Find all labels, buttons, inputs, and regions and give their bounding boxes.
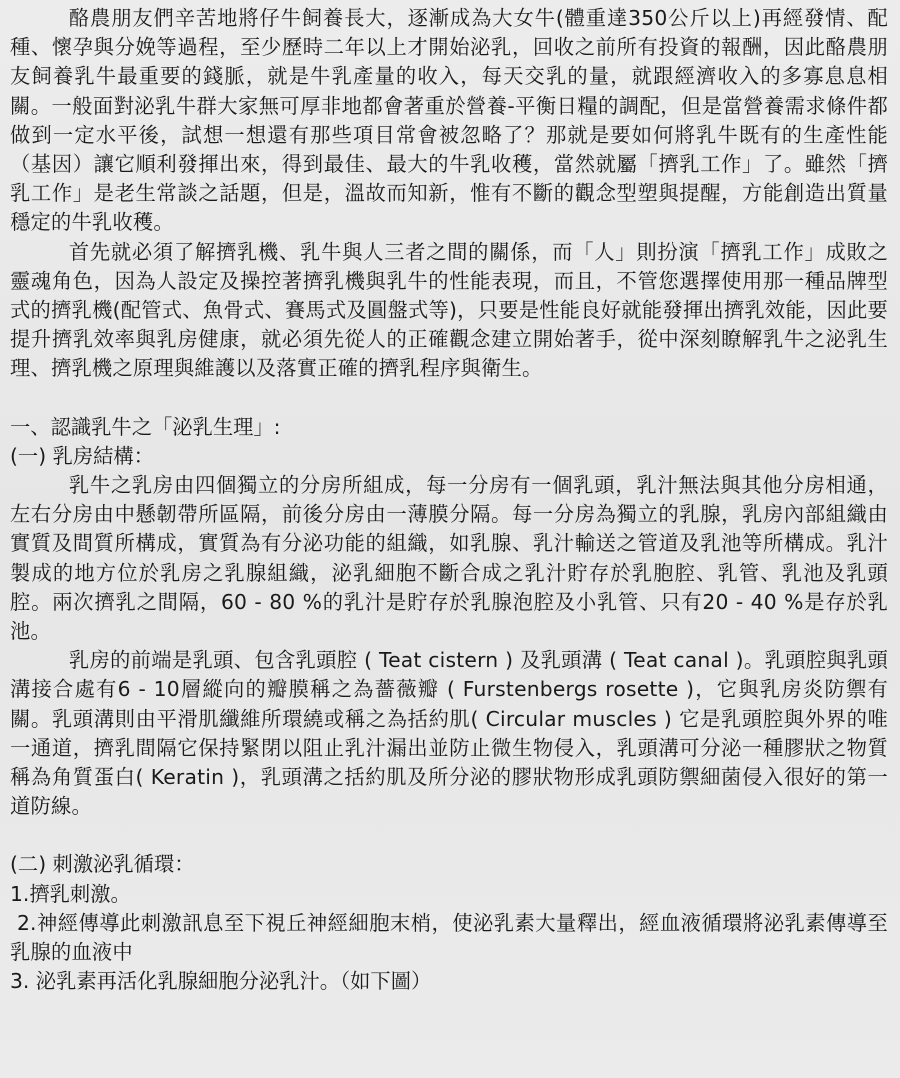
udder-structure-paragraph-1: 乳牛之乳房由四個獨立的分房所組成，每一分房有一個乳頭，乳汁無法與其他分房相通，左右分房由中懸韌帶所區隔，前後分房由一薄膜分隔。每一分房為獨立的乳腺，乳房內部組織由實質及間質所構成，實質為有分泌功能的組織，如乳腺、乳汁輸送之管道及乳池等所構成。乳汁製成的地方位於乳房之乳腺組織，泌乳細胞不斷合成之乳汁貯存於乳胞腔、乳管、乳池及乳頭腔。兩次擠乳之間隔，60 - 80 %的乳汁是貯存於乳腺泡腔及小乳管、只有20 - 40 %是存於乳池。	[10, 473, 888, 644]
intro-paragraph-1: 酪農朋友們辛苦地將仔牛飼養長大，逐漸成為大女牛(體重達350公斤以上)再經發情、配種、懷孕與分娩等過程，至少歷時二年以上才開始泌乳，回收之前所有投資的報酬，因此酪農朋友飼養乳牛最重要的錢脈，就是牛乳產量的收入，每天交乳的量，就跟經濟收入的多寡息息相關。一般面對泌乳牛群大家無可厚非地都會著重於營養-平衡日糧的調配，但是當營養需求條件都做到一定水平後，試想一想還有那些項目常會被忽略了？那就是要如何將乳牛既有的生產性能（基因）讓它順利發揮出來，得到最佳、最大的牛乳收穫，當然就屬「擠乳工作」了。雖然「擠乳工作」是老生常談之話題，但是，溫故而知新，惟有不斷的觀念型塑與提醒，方能創造出質量穩定的牛乳收穫。	[10, 6, 888, 235]
udder-structure-paragraph-2: 乳房的前端是乳頭、包含乳頭腔 ( Teat cistern ) 及乳頭溝 ( Teat canal )。乳頭腔與乳頭溝接合處有6 - 10層縱向的瓣膜稱之為薔薇瓣 ( Furstenbergs rosette )，它與乳房炎防禦有關。乳頭溝則由平滑肌纖維所環繞或稱之為括約肌( Circular muscles ) 它是乳頭腔與外界的唯一通道，擠乳間隔它保持緊閉以阻止乳汁漏出並防止微生物侵入，乳頭溝可分泌一種膠狀之物質稱為角質蛋白( Keratin )，乳頭溝之括約肌及所分泌的膠狀物形成乳頭防禦細菌侵入很好的第一道防線。	[10, 648, 888, 819]
list-item: 3. 泌乳素再活化乳腺細胞分泌乳汁。（如下圖）	[10, 969, 432, 994]
intro-paragraph-2: 首先就必須了解擠乳機、乳牛與人三者之間的關係，而「人」則扮演「擠乳工作」成敗之靈魂角色，因為人設定及操控著擠乳機與乳牛的性能表現，而且，不管您選擇使用那一種品牌型式的擠乳機(配管式、魚骨式、賽馬式及圓盤式等)，只要是性能良好就能發揮出擠乳效能，因此要提升擠乳效率與乳房健康，就必須先從人的正確觀念建立開始著手，從中深刻瞭解乳牛之泌乳生理、擠乳機之原理與維護以及落實正確的擠乳程序與衛生。	[10, 239, 888, 381]
list-item: 1.擠乳刺激。	[10, 881, 131, 906]
section-1-heading: 一、認識乳牛之「泌乳生理」:	[10, 414, 281, 439]
spacer	[10, 821, 888, 850]
list-item: 2.神經傳導此刺激訊息至下視丘神經細胞末梢，使泌乳素大量釋出，經血液循環將泌乳素傳導至乳腺的血液中	[10, 910, 888, 965]
spacer	[10, 384, 888, 413]
subsection-1-heading: (一) 乳房結構：	[10, 443, 154, 468]
subsection-2-heading: (二) 刺激泌乳循環：	[10, 852, 195, 877]
